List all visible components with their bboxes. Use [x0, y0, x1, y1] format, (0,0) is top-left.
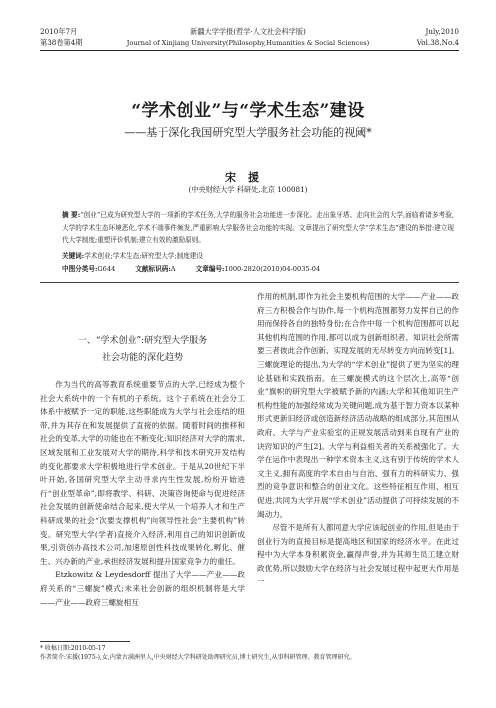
- author-affiliation: (中央财经大学 科研处,北京 100081): [188, 185, 308, 194]
- journal-title-cn: 新疆大学学报(哲学·人文社会科学版): [190, 27, 306, 36]
- footnote-rule: [40, 641, 130, 642]
- footnote: [40, 645, 356, 662]
- received-date: * 收稿日期:2010-05-17: [40, 645, 106, 652]
- section-heading-line2: 社会功能的深化趋势: [101, 353, 183, 363]
- abstract-text: “创业”已成为研究型大学的一项新的学术任务,大学的服务社会功能进一步深化。走出象牙塔、走向社会的大学,面临着诸多考验,大学的学术生态环境恶化,学术不端事件频发,严重影响大学服务社会功能的实现。文章提出了研究型大学“学术生态”建设的举措:建立现代大学制度;重塑评价机制;建立有效的激励原则。: [62, 211, 455, 244]
- abstract-rule: [40, 282, 459, 283]
- section-heading: [40, 333, 245, 367]
- left-paragraph-2: Etzkowitz & Leydesdorff 提出了大学——产业——政府关系的“三螺旋”模式;未来社会创新的组织机制将是大学——产业——政府三螺旋相互: [40, 570, 245, 607]
- right-paragraph-1: 作用的机制,即作为社会主要机构范围的大学——产业——政府三方积极合作与协作,每一个机构范围都努力发挥自己的作用而保持各自的独特身份;在合作中每一个机构范围都可以起其他机构范围的作用,都可以成为创新组织者。知识社会所需要三者彼此合作创新、实现发展的无尽转变方向而转变[1]。三螺旋理论的提出,为大学的“学术创业”提供了更为坚实的理论基础和实践指南。在三螺旋模式的这个层次上,高等“创业”旗帜的研究型大学被赋予新的内涵:大学和其他知识生产机构性能的加强经常成为关键问题,成为基于智力资本以某种形式更新旧经济或创造新经济活动战略的组成部分,其范围从政府、大学与产业实验室的正规发展活动到来自现有产业的诀窍知识的产生[2]。大学与利益相关者的关系被强化了。大学在运作中表现出一种学术资本主义,这有别于传统的学术人文主义,拥有高度的学术自由与自治、强有力的科研实力、强烈的竞争意识和整合的创业文化。这些特征相互作用、相互促进,共同为大学开展“学术创业”活动提供了可持续发展的不竭动力。: [257, 292, 459, 519]
- article-no-label: 文章编号:: [195, 265, 225, 273]
- classification-line: [62, 263, 338, 275]
- header-rule: [40, 50, 459, 51]
- article-subtitle: ——基于深化我国研究型大学服务社会功能的视阈*: [124, 126, 372, 139]
- keywords: 学术创业;学术生态;研究型大学;制度建设: [84, 252, 203, 260]
- header-volume-en: Vol.38,No.4: [416, 38, 459, 47]
- article-no: 1000-2820(2010)04-0035-04: [224, 265, 321, 273]
- header-date-en: July,2010: [425, 27, 459, 36]
- left-column: [40, 378, 245, 609]
- right-paragraph-2: 尽管不是所有人都同意大学应该起创业的作用,但是由于创业行为的直接目标是提高地区和国家的经济水平。在此过程中为大学本身积累资金,赢得声誉,并为其师生员工建立财政优势,所以鼓励大学在经济与社会发展过程中起更大作用是一: [257, 523, 459, 587]
- section-heading-line1: 一、“学术创业”:研究型大学服务: [77, 336, 208, 346]
- header-volume: 第38卷第4期: [40, 38, 83, 47]
- keywords-label: 关键词:: [62, 252, 85, 260]
- clc-label: 中图分类号:: [62, 265, 98, 273]
- doc-code-label: 文献标识码:: [135, 265, 171, 273]
- keywords-line: [62, 250, 221, 262]
- clc-code: G644: [97, 265, 116, 273]
- abstract-label: 摘 要:: [62, 211, 81, 219]
- article-author: 宋援: [225, 171, 271, 184]
- author-bio: 作者简介:宋援(1975-),女,内蒙古满洲里人,中央财经大学科研处助理研究员,博士研究生,从事科研管理、教育管理研究。: [40, 653, 356, 661]
- doc-code: A: [170, 265, 176, 273]
- abstract: [62, 209, 454, 247]
- article-title: “学术创业”与“学术生态”建设: [131, 101, 365, 121]
- journal-title-en: Journal of Xinjiang University(Philosophy,Humanities & Social Sciences): [126, 39, 370, 47]
- header-date: 2010年7月: [40, 27, 78, 36]
- left-paragraph-1: 作为当代的高等教育系统重要节点的大学,已经成为整个社会大系统中的一个有机的子系统。这个子系统在社会分工体系中被赋予一定的职能,这些职能成为大学与社会连结的纽带,并为其存在和发展提供了直接的依据。随着时间的推移和社会的变革,大学的功能也在不断变化:知识经济对大学的需求,区域发展和工业发展对大学的期待,科学和技术研究开发结构的变化都要求大学积极地进行学术创业。于是从20世纪下半叶开始,各国研究型大学主动寻求内生性发展,纷纷开始进行“创业型革命”,即将教学、科研、决策咨询使命与促进经济社会发展的创新使命结合起来,使大学从一个培养人才和生产科研成果的社会“次要支撑机构”向领导性社会“主要机构”转变。研究型大学(学者)直接介入经济,利用自己的知识创新成果,引资创办高技术公司,加速原创性科技成果转化,孵化、催生、兴办新的产业,承担经济发展和提升国家竞争力的重任。: [40, 380, 245, 566]
- right-column: [257, 290, 459, 589]
